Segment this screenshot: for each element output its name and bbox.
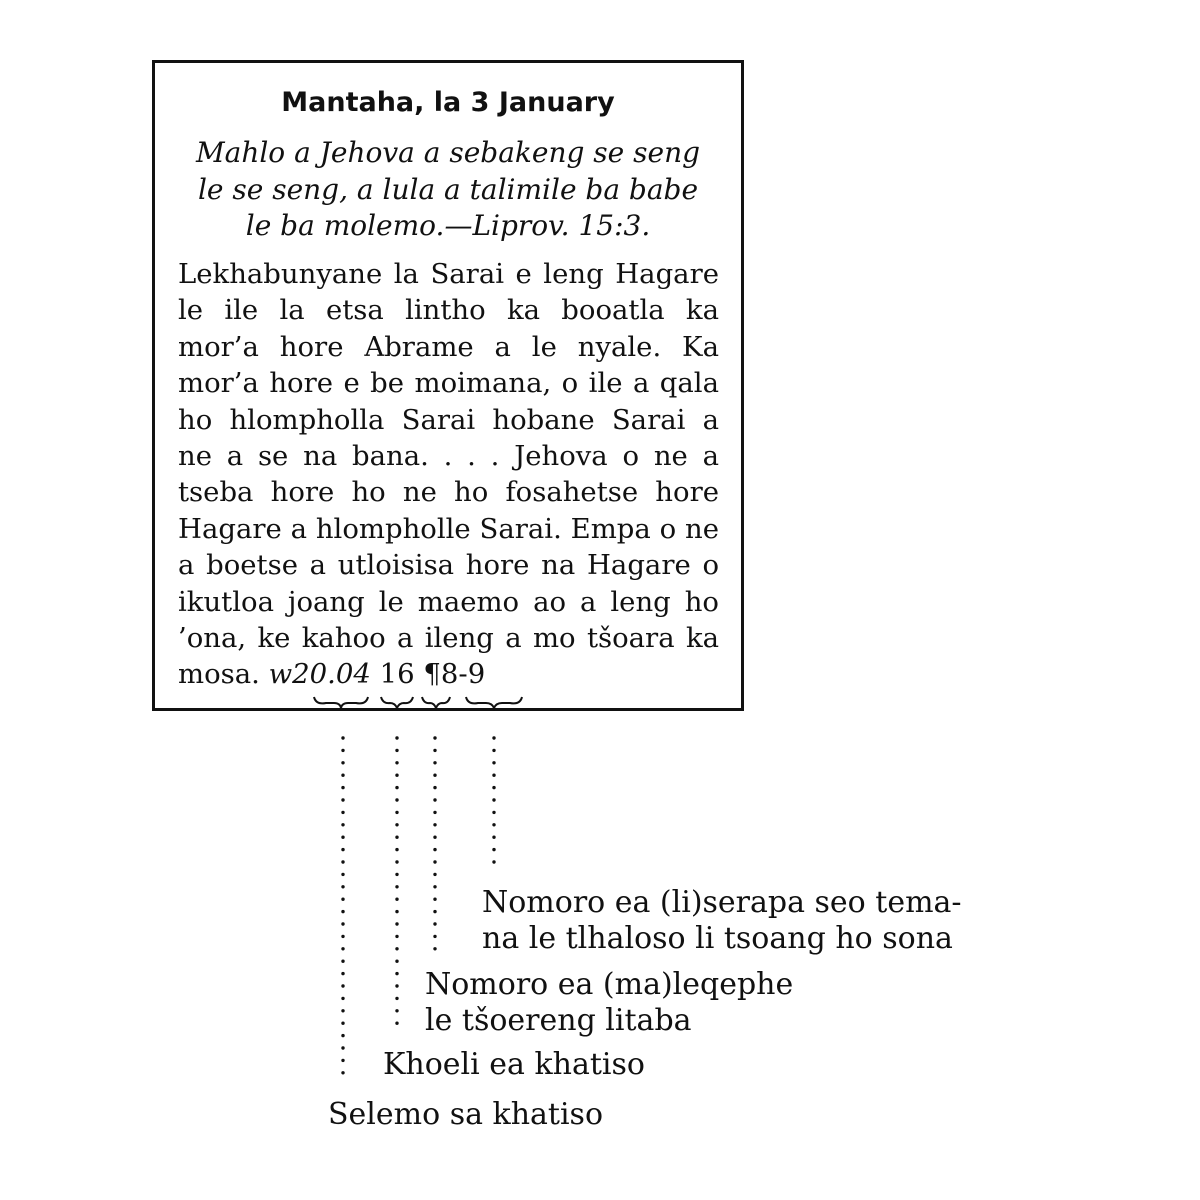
leader-dot: [433, 761, 436, 764]
leader-dot: [395, 947, 398, 950]
leader-dot: [395, 935, 398, 938]
leader-dot: [433, 935, 436, 938]
reference-page: 16: [379, 658, 415, 691]
leader-month: [395, 736, 398, 1025]
leader-dot: [395, 848, 398, 851]
leader-dot: [433, 836, 436, 839]
leader-dot: [395, 1009, 398, 1012]
reference-paragraphs: ¶8-9: [423, 658, 486, 691]
leader-dot: [492, 848, 495, 851]
leader-dot: [341, 736, 344, 739]
label-line: Nomoro ea (ma)leqephe: [425, 967, 794, 1002]
leader-dot: [341, 761, 344, 764]
leader-dot: [395, 836, 398, 839]
reference-publication: w20.04: [268, 658, 371, 691]
comment-text: Lekhabunyane la Sarai e leng Hagare le ile la etsa lintho ka booatla ka mor’a hore Abrame a le nyale. Ka mor’a hore e be moimana, o ile a qala ho hlompholla Sarai hobane Sarai a ne a se na bana. . . . Jehova o ne a tseba hore ho ne ho fosahetse hore Hagare a hlompholle Sarai. Empa o ne a boetse a utloisisa hore na Hagare o ikutloa joang le maemo ao a leng ho ’ona, ke kahoo a ileng a mo tšoara ka mosa.: [178, 258, 719, 691]
leader-dot: [492, 798, 495, 801]
leader-dot: [395, 761, 398, 764]
leader-dot: [341, 774, 344, 777]
leader-dot: [395, 786, 398, 789]
leader-dot: [341, 997, 344, 1000]
leader-dot: [341, 960, 344, 963]
leader-dot: [341, 1034, 344, 1037]
leader-dot: [433, 898, 436, 901]
leader-dot: [341, 848, 344, 851]
label-paragraph-number: [482, 885, 962, 957]
leader-dot: [395, 798, 398, 801]
label-line: le tšoereng litaba: [425, 1003, 692, 1038]
leader-dot: [341, 1022, 344, 1025]
daily-text-date: Mantaha, la 3 January: [281, 87, 615, 118]
leader-paragraph: [492, 736, 495, 863]
leader-dot: [492, 774, 495, 777]
label-year: Selemo sa khatiso: [328, 1097, 604, 1132]
leader-dot: [341, 935, 344, 938]
leader-dot: [341, 984, 344, 987]
brace-issue: [381, 697, 413, 708]
leader-year: [341, 736, 344, 1074]
leader-dot: [492, 749, 495, 752]
verse-line: le se seng, a lula a talimile ba babe: [197, 172, 699, 206]
leader-dot: [395, 873, 398, 876]
leader-dot: [433, 873, 436, 876]
leader-dot: [395, 910, 398, 913]
leader-dot: [492, 786, 495, 789]
leader-dot: [395, 997, 398, 1000]
verse-line: Mahlo a Jehova a sebakeng se seng: [195, 136, 701, 169]
leader-dot: [492, 823, 495, 826]
leader-dot: [433, 860, 436, 863]
leader-dot: [395, 960, 398, 963]
leader-dot: [395, 749, 398, 752]
leader-dot: [433, 910, 436, 913]
leader-dot: [433, 774, 436, 777]
leader-dot: [492, 761, 495, 764]
leader-dot: [492, 860, 495, 863]
brace-year-month: [314, 697, 368, 708]
leader-dot: [433, 736, 436, 739]
leader-dot: [341, 972, 344, 975]
leader-dot: [433, 823, 436, 826]
leader-dot: [341, 1009, 344, 1012]
leader-dot: [433, 811, 436, 814]
leader-dot: [433, 798, 436, 801]
leader-dot: [341, 922, 344, 925]
leader-dot: [341, 885, 344, 888]
leader-dot: [341, 1046, 344, 1049]
leader-dot: [395, 1022, 398, 1025]
leader-dot: [341, 749, 344, 752]
leader-dot: [395, 774, 398, 777]
leader-dot: [341, 1071, 344, 1074]
leader-dot: [341, 786, 344, 789]
leader-dot: [433, 885, 436, 888]
leader-dot: [433, 947, 436, 950]
verse-line: le ba molemo.—Liprov. 15:3.: [245, 209, 651, 242]
label-month: Khoeli ea khatiso: [383, 1047, 645, 1082]
leader-dot: [395, 898, 398, 901]
leader-dot: [395, 811, 398, 814]
leader-dot: [395, 860, 398, 863]
leader-dot: [395, 885, 398, 888]
leader-dot: [433, 922, 436, 925]
leader-page: [433, 736, 436, 950]
leader-dot: [341, 811, 344, 814]
label-line: na le tlhaloso li tsoang ho sona: [482, 921, 953, 956]
leader-dot: [395, 922, 398, 925]
leader-dot: [341, 1059, 344, 1062]
leader-dot: [341, 798, 344, 801]
leader-dot: [341, 836, 344, 839]
leader-dot: [341, 947, 344, 950]
leader-dot: [341, 898, 344, 901]
leader-dot: [395, 736, 398, 739]
leader-dot: [395, 823, 398, 826]
label-line: Nomoro ea (li)serapa seo tema-: [482, 885, 962, 920]
leader-dot: [341, 860, 344, 863]
leader-dot: [341, 823, 344, 826]
leader-dot: [492, 736, 495, 739]
leader-dot: [433, 786, 436, 789]
brace-page: [422, 697, 450, 708]
leader-dot: [492, 811, 495, 814]
leader-dot: [395, 984, 398, 987]
leader-dot: [395, 972, 398, 975]
leader-dot: [433, 749, 436, 752]
leader-dot: [341, 873, 344, 876]
label-page-number: [425, 967, 793, 1039]
brace-paragraph: [466, 697, 522, 708]
leader-dot: [433, 848, 436, 851]
leader-dot: [492, 836, 495, 839]
leader-dot: [341, 910, 344, 913]
